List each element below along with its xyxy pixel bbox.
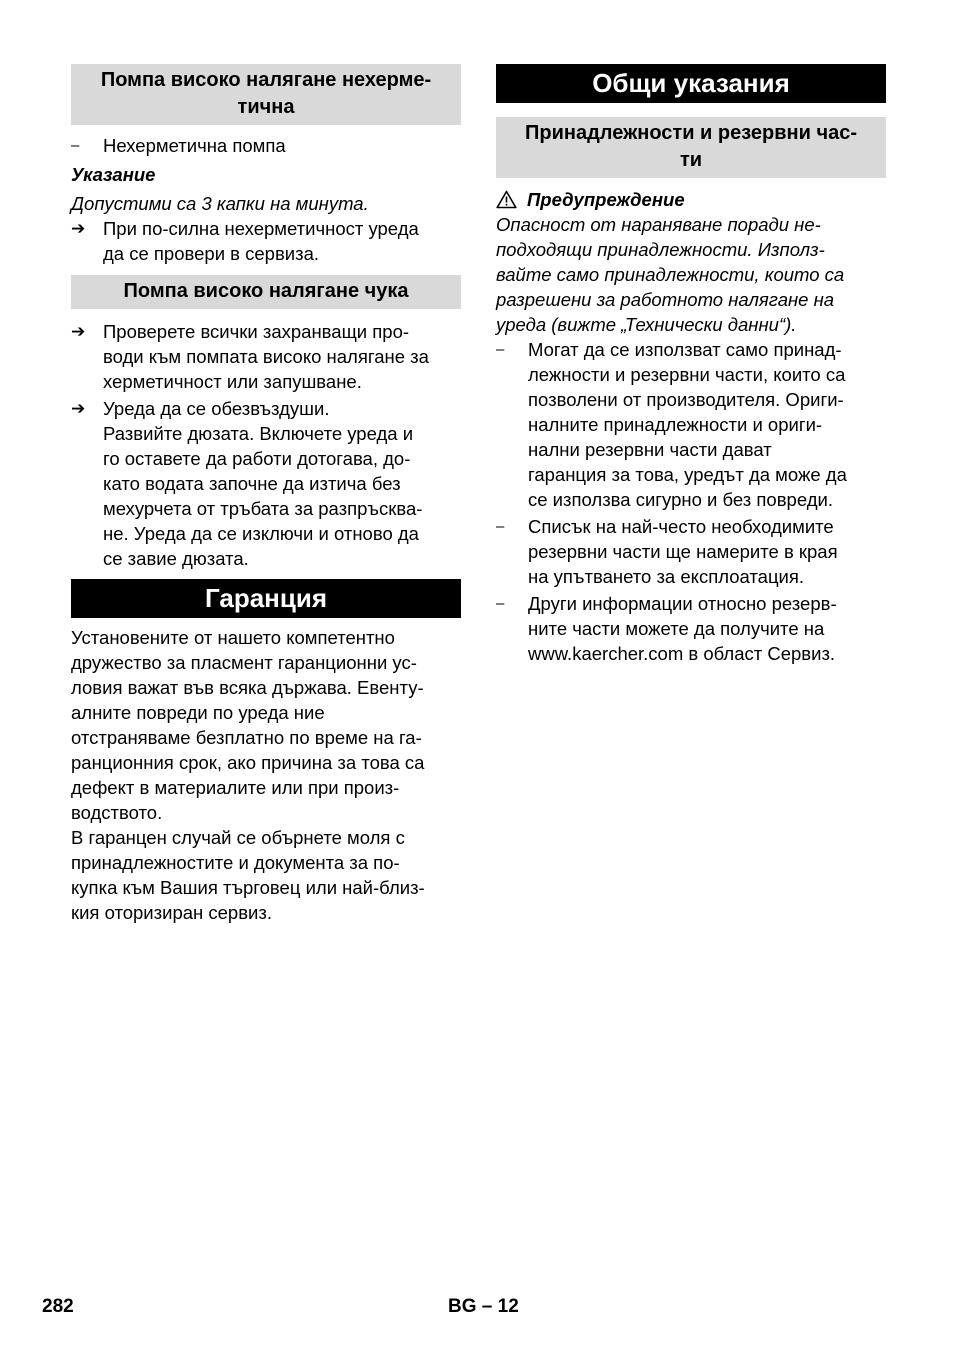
list-item: – Други информации относно резерв- ните части можете да получите на www.kaercher.com в област Сервиз.	[496, 593, 837, 664]
pump-knock-arrow-item-1: ➔ Проверете всички захранващи про- води към помпата високо налягане за херметичност или запушване.	[71, 321, 429, 392]
language-page-label: BG – 12	[448, 1296, 519, 1317]
arrow-right-icon: ➔	[71, 399, 86, 418]
left-column	[71, 64, 461, 925]
page-number: 282	[42, 1296, 74, 1317]
dash-marker: –	[496, 518, 505, 535]
right-column	[496, 64, 886, 666]
warning-row	[496, 187, 886, 212]
pump-knock-heading: Помпа високо налягане чука	[71, 275, 461, 309]
warranty-para-1: Установените от нашето компетентно дружество за пласмент гаранционни ус- ловия важат във всяка държава. Евенту- алните повреди по уреда ние отстраняваме безплатно по време на га- ранционния срок, ако причина за това са дефект в материалите или при произ- водството.	[71, 627, 425, 823]
general-notes-heading: Общи указания	[496, 64, 886, 103]
arrow-right-icon: ➔	[71, 219, 86, 238]
dash-marker: –	[496, 341, 505, 358]
dash-marker: –	[496, 595, 505, 612]
accessories-heading: Принадлежности и резервни час- ти	[496, 117, 886, 178]
pump-leak-heading: Помпа високо налягане нехерме- тична	[71, 64, 461, 125]
pump-knock-continuation: Развийте дюзата. Включете уреда и го оставете да работи дотогава, до- като водата започне да изтича без мехурчета от тръбата за разпръсква- не. Уреда да се изключи и отново да се завие дюзата.	[103, 423, 423, 569]
list-item: – Списък на най-често необходимите резервни части ще намерите в края на упътването за експлоатация.	[496, 516, 838, 587]
note-text: Допустими са 3 капки на минута.	[71, 193, 369, 214]
dash-marker: –	[71, 137, 80, 154]
arrow-right-icon: ➔	[71, 322, 86, 341]
pump-leak-bullet: – Нехерметична помпа	[71, 135, 286, 156]
warranty-para-2: В гаранцен случай се обърнете моля с принадлежностите и документа за по- купка към Вашия търговец или най-близ- кия оторизиран сервиз.	[71, 827, 425, 923]
warning-label: Предупреждение	[527, 189, 685, 210]
note-label: Указание	[71, 164, 156, 185]
warning-text: Опасност от нараняване поради не- подходящи принадлежности. Използ- вайте само принадлежности, които са разрешени за работното налягане на уреда (вижте „Технически данни“).	[496, 214, 845, 335]
pump-leak-arrow-item: ➔ При по-силна нехерметичност уреда да се провери в сервиза.	[71, 218, 419, 264]
warning-triangle-icon	[496, 190, 517, 209]
list-item: – Могат да се използват само принад- лежности и резервни части, които са позволени от производителя. Ориги- налните принадлежности и ориги- нални резервни части дават гаранция за това, уредът да може да се използва сигурно и без повреди.	[496, 339, 847, 510]
pump-knock-arrow-item-2: ➔ Уреда да се обезвъздуши.	[71, 398, 330, 419]
warranty-heading: Гаранция	[71, 579, 461, 618]
